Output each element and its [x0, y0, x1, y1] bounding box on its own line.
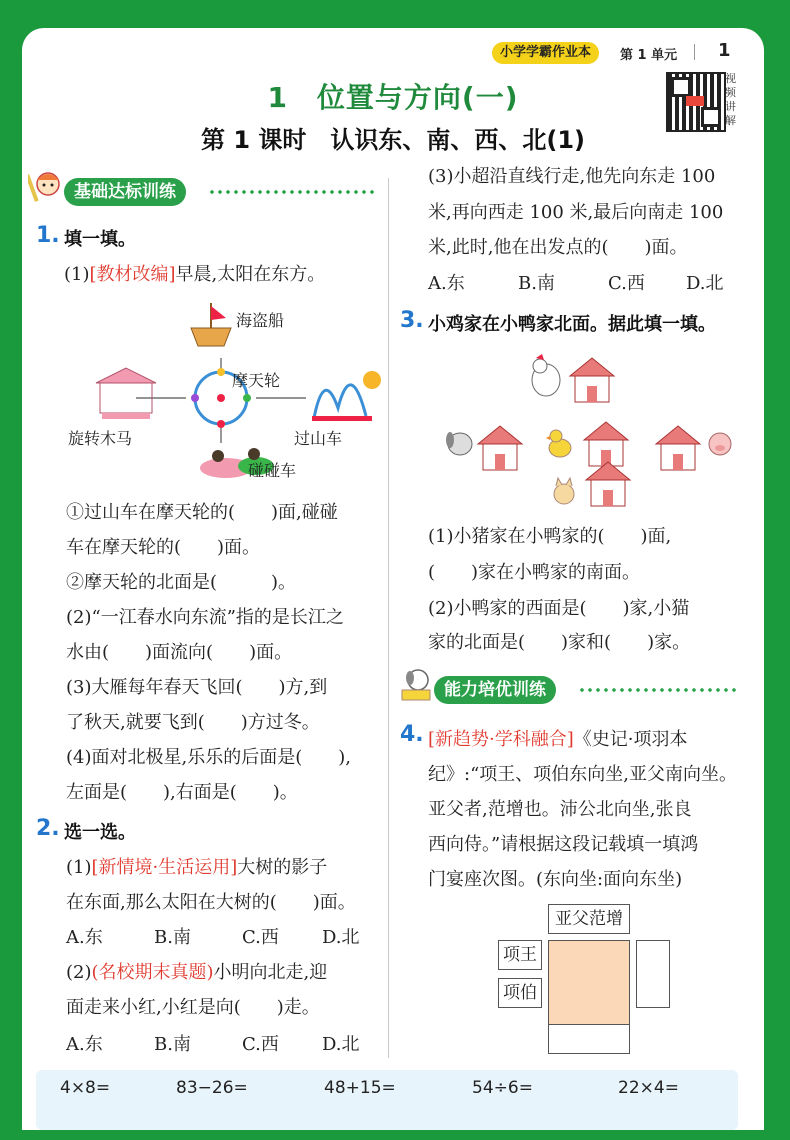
q2-part1-prefix: (1): [66, 857, 92, 878]
seat-bottom-blank[interactable]: [548, 1024, 630, 1054]
q3-number: 3.: [400, 308, 424, 333]
q2-number: 2.: [36, 816, 60, 841]
q2-part3-line3: 米,此时,他在出发点的( )面。: [428, 237, 688, 258]
book-name-badge: 小学学霸作业本: [492, 42, 599, 64]
q1-part1: [64, 260, 325, 286]
dotted-line: [208, 190, 378, 194]
q3-title: 小鸡家在小鸭家北面。据此填一填。: [428, 314, 716, 335]
section-banner-basic: [28, 178, 380, 206]
section-title-ability: 能力培优训练: [434, 676, 556, 704]
q2-option-a3: A.东: [428, 273, 465, 294]
dotted-line: [578, 688, 738, 692]
lesson-title: 第 1 课时 认识东、南、西、北(1): [200, 126, 586, 154]
seat-left-2: 项伯: [498, 978, 542, 1008]
q1-part1-prefix: (1): [64, 264, 90, 285]
worksheet-page: [22, 28, 764, 1130]
calc-item-2: 83−26=: [176, 1078, 248, 1098]
q2-part2-text: 小明向北走,迎: [213, 962, 328, 983]
section-banner-ability: [398, 676, 738, 704]
q2-part3-line2: 米,再向西走 100 米,最后向南走 100: [428, 202, 724, 223]
column-divider: [388, 178, 389, 1058]
cat-icon: [554, 478, 574, 504]
q2-title: 选一选。: [64, 822, 136, 843]
duck-icon: [546, 430, 571, 457]
amusement-park-diagram: [66, 298, 386, 488]
dog-icon: [446, 432, 472, 455]
q1-line-2: 车在摩天轮的( )面。: [66, 537, 261, 558]
chicken-icon: [532, 354, 560, 396]
label-pirate-ship: 海盗船: [236, 311, 285, 330]
q1-line-9: 左面是( ),右面是( )。: [66, 782, 298, 803]
chapter-title: 1 位置与方向(一): [267, 81, 519, 114]
section-title-basic: 基础达标训练: [64, 178, 186, 206]
q4-line-1: 纪》:“项王、项伯东向坐,亚父南向坐。: [428, 764, 737, 785]
q2-part3-line1: (3)小超沿直线行走,他先向东走 100: [428, 166, 716, 187]
q1-line-3: ②摩天轮的北面是( )。: [66, 572, 297, 593]
q2-option-d2: D.北: [322, 1034, 360, 1055]
q1-line-6: (3)大雁每年春天飞回( )方,到: [66, 677, 328, 698]
q2-option-c3: C.西: [608, 273, 645, 294]
q2-option-d3: D.北: [686, 273, 724, 294]
unit-label: 第 1 单元: [620, 48, 678, 63]
calc-item-5: 22×4=: [618, 1078, 679, 1098]
q2-option-b1: B.南: [154, 927, 191, 948]
q2-part2-line2: 面走来小红,小红是向( )走。: [66, 997, 320, 1018]
q2-part1-line2: 在东面,那么太阳在大树的( )面。: [66, 892, 356, 913]
q2-part1: [66, 853, 327, 879]
q1-line-8: (4)面对北极星,乐乐的后面是( ),: [66, 747, 351, 768]
label-coaster: 过山车: [294, 429, 343, 448]
q2-option-d1: D.北: [322, 927, 360, 948]
q1-part1-text: 早晨,太阳在东方。: [175, 264, 326, 285]
q4-line-3: 西向侍。”请根据这段记载填一填鸿: [428, 834, 699, 855]
dog-reading-mascot-icon: [398, 666, 434, 704]
pig-icon: [709, 433, 731, 455]
q2-option-c2: C.西: [242, 1034, 279, 1055]
q1-title: 填一填。: [64, 229, 136, 250]
q2-part1-tag: [新情境·生活运用]: [91, 857, 238, 878]
q3-line-2: ( )家在小鸭家的南面。: [428, 562, 641, 583]
label-ferris-wheel: 摩天轮: [232, 371, 281, 390]
q2-part1-text: 大树的影子: [237, 857, 328, 878]
q2-option-b2: B.南: [154, 1034, 191, 1055]
q2-part2: [66, 958, 327, 984]
kid-mascot-icon: [28, 168, 64, 206]
calc-item-1: 4×8=: [60, 1078, 111, 1098]
seat-right-blank[interactable]: [636, 940, 670, 1008]
q1-part1-tag: [教材改编]: [89, 264, 176, 285]
q1-line-1: ①过山车在摩天轮的( )面,碰碰: [66, 502, 338, 523]
animal-houses-diagram: [436, 344, 736, 510]
label-bumper-cars: 碰碰车: [248, 461, 297, 480]
q4-text-start: 《史记·项羽本: [573, 729, 688, 750]
carousel-icon: [96, 368, 156, 419]
page-number: 1: [718, 40, 731, 61]
q4-line-4: 门宴座次图。(东向坐:面向东坐): [428, 869, 683, 890]
q1-line-5: 水由( )面流向( )面。: [66, 642, 293, 663]
pirate-ship-icon: [191, 303, 231, 346]
q4-line-2: 亚父者,范增也。沛公北向坐,张良: [428, 799, 692, 820]
label-carousel: 旋转木马: [68, 429, 133, 448]
roller-coaster-icon: [312, 371, 381, 421]
video-explain-label: 视频讲解: [725, 72, 736, 127]
q2-option-a2: A.东: [66, 1034, 103, 1055]
seat-left-1: 项王: [498, 940, 542, 970]
q3-line-1: (1)小猪家在小鸭家的( )面,: [428, 526, 672, 547]
q2-part2-prefix: (2): [66, 962, 92, 983]
q1-line-7: 了秋天,就要飞到( )方过冬。: [66, 712, 320, 733]
q4-number: 4.: [400, 722, 424, 747]
q3-line-4: 家的北面是( )家和( )家。: [428, 632, 691, 653]
q4-tag: [新趋势·学科融合]: [428, 729, 574, 750]
q2-option-b3: B.南: [518, 273, 555, 294]
calc-item-3: 48+15=: [324, 1078, 396, 1098]
header-divider: [694, 44, 695, 60]
q4-line-0: [428, 725, 688, 751]
q1-number: 1.: [36, 223, 60, 248]
q2-option-a1: A.东: [66, 927, 103, 948]
q3-line-3: (2)小鸭家的西面是( )家,小猫: [428, 598, 690, 619]
q2-part2-tag: (名校期末真题): [91, 962, 214, 983]
calc-item-4: 54÷6=: [472, 1078, 533, 1098]
q2-option-c1: C.西: [242, 927, 279, 948]
q1-line-4: (2)“一江春水向东流”指的是长江之: [66, 607, 344, 628]
seat-top: 亚父范增: [548, 904, 630, 934]
mental-math-bar: [36, 1070, 738, 1130]
